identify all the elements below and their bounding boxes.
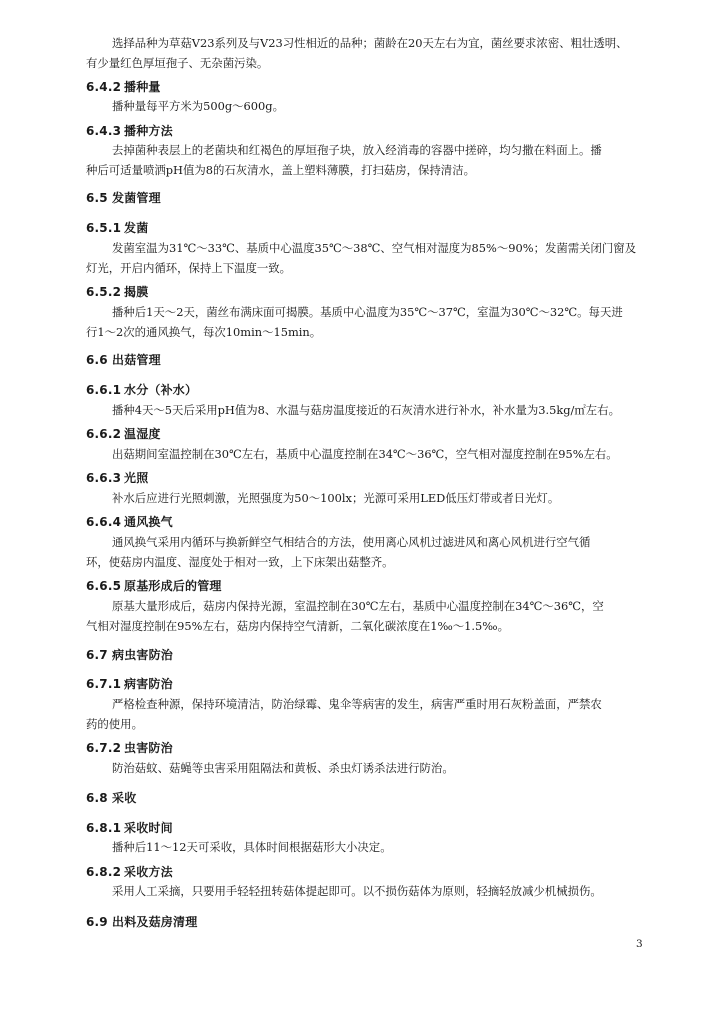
section-number: 6.5.1 xyxy=(86,221,122,235)
section-heading xyxy=(86,513,173,530)
paragraph-line: 药的使用。 xyxy=(86,717,143,731)
section-number: 6.4.2 xyxy=(86,80,122,94)
section-number: 6.6.5 xyxy=(86,579,122,593)
section-heading xyxy=(86,283,148,300)
section-title: 采收时间 xyxy=(124,821,173,835)
section-number: 6.6.3 xyxy=(86,471,122,485)
paragraph xyxy=(86,33,658,73)
paragraph-line: 播种4天～5天后采用pH值为8、水温与菇房温度接近的石灰清水进行补水，补水量为3.5kg/㎡左右。 xyxy=(112,403,620,417)
paragraph xyxy=(86,758,658,778)
section-heading xyxy=(86,425,161,442)
paragraph xyxy=(86,302,658,342)
section-heading xyxy=(86,646,173,663)
section-number: 6.8.1 xyxy=(86,821,122,835)
section-number: 6.6.2 xyxy=(86,427,122,441)
section-title: 揭膜 xyxy=(124,285,149,299)
paragraph-line: 防治菇蚊、菇蝇等虫害采用阻隔法和黄板、杀虫灯诱杀法进行防治。 xyxy=(112,761,454,775)
paragraph-line: 行1～2次的通风换气，每次10min～15min。 xyxy=(86,325,322,339)
paragraph xyxy=(86,837,658,857)
paragraph-line: 种后可适量喷洒pH值为8的石灰清水，盖上塑料薄膜，打扫菇房，保持清洁。 xyxy=(86,163,475,177)
section-number: 6.6 xyxy=(86,353,108,367)
paragraph xyxy=(86,488,658,508)
section-heading xyxy=(86,78,161,95)
paragraph xyxy=(86,140,658,180)
paragraph-line: 播种后11～12天可采收，具体时间根据菇形大小决定。 xyxy=(112,840,392,854)
section-number: 6.4.3 xyxy=(86,124,122,138)
section-heading xyxy=(86,351,161,368)
paragraph xyxy=(86,400,658,420)
section-title: 通风换气 xyxy=(124,515,173,529)
section-title: 发菌 xyxy=(124,221,149,235)
section-title: 温湿度 xyxy=(124,427,161,441)
paragraph-line: 出菇期间室温控制在30℃左右，基质中心温度控制在34℃～36℃，空气相对湿度控制在95%左右。 xyxy=(112,447,618,461)
section-heading xyxy=(86,469,148,486)
section-title: 病害防治 xyxy=(124,677,173,691)
section-heading xyxy=(86,219,148,236)
paragraph-line: 发菌室温为31℃～33℃、基质中心温度35℃～38℃、空气相对湿度为85%～90%；发菌需关闭门窗及 xyxy=(112,241,637,255)
paragraph-line: 灯光，开启内循环，保持上下温度一致。 xyxy=(86,261,292,275)
section-number: 6.6.1 xyxy=(86,383,122,397)
paragraph-line: 播种量每平方米为500g～600g。 xyxy=(112,99,284,113)
section-title: 播种方法 xyxy=(124,124,173,138)
paragraph-line: 选择品种为草菇V23系列及与V23习性相近的品种；菌龄在20天左右为宜，菌丝要求浓密、粗壮透明、 xyxy=(112,36,628,50)
section-heading xyxy=(86,577,222,594)
section-number: 6.8.2 xyxy=(86,865,122,879)
section-title: 出菇管理 xyxy=(112,353,161,367)
section-number: 6.9 xyxy=(86,915,108,929)
section-number: 6.5 xyxy=(86,191,108,205)
paragraph xyxy=(86,444,658,464)
section-title: 采收方法 xyxy=(124,865,173,879)
section-title: 原基形成后的管理 xyxy=(124,579,222,593)
section-title: 播种量 xyxy=(124,80,161,94)
section-heading xyxy=(86,122,173,139)
section-heading xyxy=(86,863,173,880)
paragraph xyxy=(86,694,658,734)
section-heading xyxy=(86,819,173,836)
paragraph xyxy=(86,881,658,901)
section-number: 6.7 xyxy=(86,648,108,662)
section-heading xyxy=(86,381,197,398)
paragraph xyxy=(86,532,658,572)
paragraph-line: 环，使菇房内温度、湿度处于相对一致，上下床架出菇整齐。 xyxy=(86,555,394,569)
paragraph-line: 采用人工采摘，只要用手轻轻扭转菇体提起即可。以不损伤菇体为原则，轻摘轻放减少机械损伤。 xyxy=(112,884,602,898)
paragraph-line: 去掉菌种表层上的老菌块和红褐色的厚垣孢子块，放入经消毒的容器中搓碎，均匀撒在料面上。播 xyxy=(112,143,602,157)
section-number: 6.7.1 xyxy=(86,677,122,691)
paragraph xyxy=(86,238,658,278)
paragraph xyxy=(86,596,658,636)
paragraph-line: 严格检查种源，保持环境清洁，防治绿霉、鬼伞等病害的发生，病害严重时用石灰粉盖面，严禁农 xyxy=(112,697,602,711)
section-title: 发菌管理 xyxy=(112,191,161,205)
paragraph-line: 通风换气采用内循环与换新鲜空气相结合的方法，使用离心风机过滤进风和离心风机进行空气循 xyxy=(112,535,591,549)
section-title: 采收 xyxy=(112,791,137,805)
paragraph-line: 气相对湿度控制在95%左右，菇房内保持空气清新，二氧化碳浓度在1‰～1.5‰。 xyxy=(86,619,509,633)
section-number: 6.7.2 xyxy=(86,741,122,755)
section-title: 出料及菇房清理 xyxy=(112,915,198,929)
page-number: 3 xyxy=(636,938,643,950)
section-heading xyxy=(86,913,197,930)
section-title: 光照 xyxy=(124,471,149,485)
paragraph-line: 原基大量形成后，菇房内保持光源，室温控制在30℃左右，基质中心温度控制在34℃～36℃，空 xyxy=(112,599,604,613)
section-title: 病虫害防治 xyxy=(112,648,174,662)
paragraph-line: 补水后应进行光照刺激，光照强度为50～100lx；光源可采用LED低压灯带或者日光灯。 xyxy=(112,491,560,505)
paragraph-line: 有少量红色厚垣孢子、无杂菌污染。 xyxy=(86,56,269,70)
section-number: 6.6.4 xyxy=(86,515,122,529)
section-title: 虫害防治 xyxy=(124,741,173,755)
section-heading xyxy=(86,789,136,806)
paragraph-line: 播种后1天～2天，菌丝布满床面可揭膜。基质中心温度为35℃～37℃，室温为30℃～32℃。每天进 xyxy=(112,305,623,319)
section-number: 6.5.2 xyxy=(86,285,122,299)
section-title: 水分（补水） xyxy=(124,383,198,397)
section-heading xyxy=(86,189,161,206)
section-heading xyxy=(86,675,173,692)
section-heading xyxy=(86,739,173,756)
paragraph xyxy=(86,96,658,116)
section-number: 6.8 xyxy=(86,791,108,805)
